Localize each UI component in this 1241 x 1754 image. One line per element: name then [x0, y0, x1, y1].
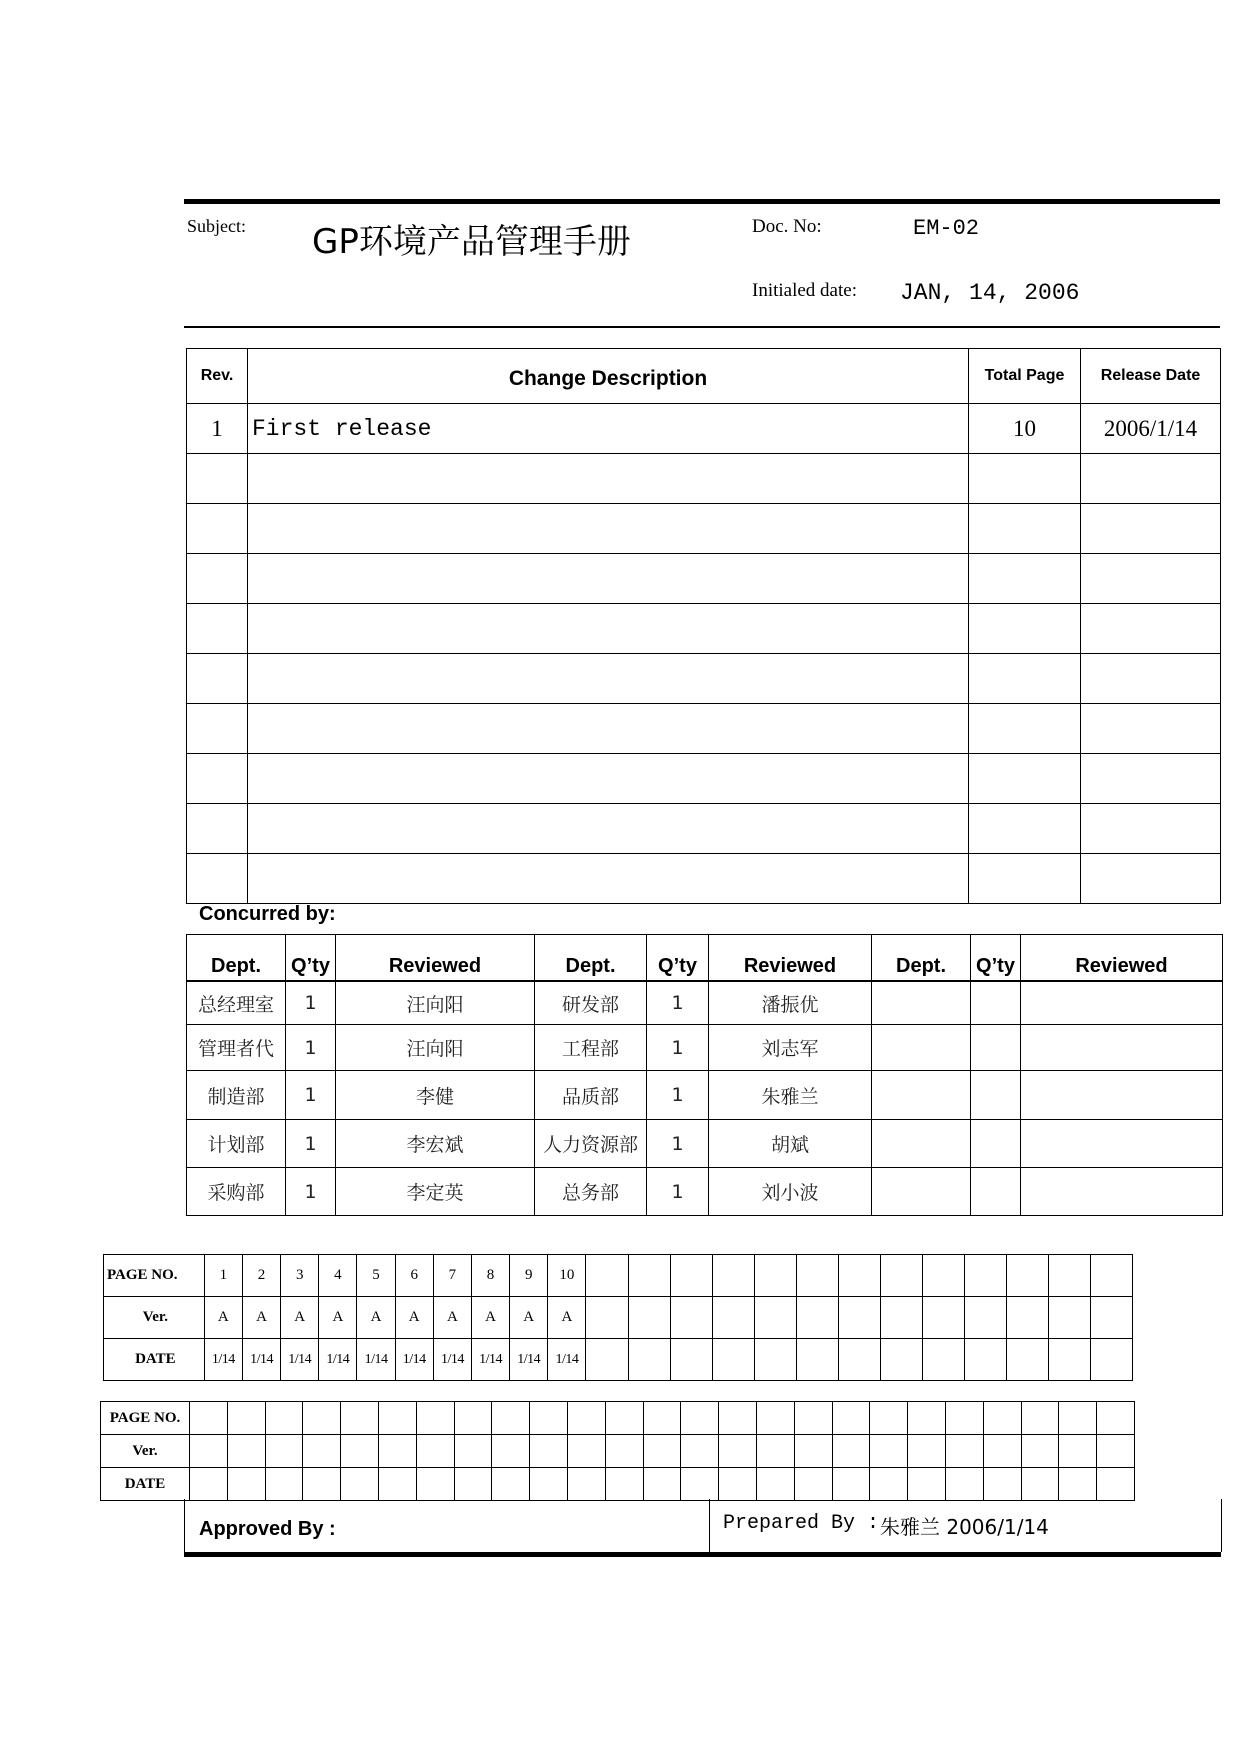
change-description: [248, 504, 969, 554]
header-top-rule: [184, 199, 1220, 204]
approved-by-label: Approved By :: [199, 1518, 336, 1540]
revision-number: [187, 654, 248, 704]
concurred-cell: [971, 1120, 1021, 1168]
page-no-cell: 8: [471, 1255, 509, 1297]
concurred-cell: 采购部: [187, 1168, 286, 1216]
page-no-cell: [838, 1255, 880, 1297]
total-page: [969, 804, 1081, 854]
revision-number: [187, 454, 248, 504]
concurred-cell: 1: [286, 981, 336, 1025]
date-row-label: DATE: [104, 1339, 205, 1381]
concurred-cell: 1: [647, 981, 709, 1025]
date-cell: [681, 1468, 719, 1501]
concurred-cell: [1021, 1071, 1223, 1120]
concurred-cell: [971, 981, 1021, 1025]
revision-row: [187, 654, 1221, 704]
version-cell: [1090, 1297, 1132, 1339]
date-cell: [530, 1468, 568, 1501]
revision-number: [187, 854, 248, 904]
version-cell: [586, 1297, 628, 1339]
concurred-cell: 1: [286, 1168, 336, 1216]
concurred-cell: 李宏斌: [336, 1120, 535, 1168]
date-cell: [922, 1339, 964, 1381]
version-cell: [838, 1297, 880, 1339]
page-table-2-row-date: [101, 1468, 1135, 1501]
page-no-cell: [378, 1402, 416, 1435]
concurred-cell: 1: [647, 1120, 709, 1168]
date-cell: 1/14: [548, 1339, 586, 1381]
concurred-cell: [1021, 1025, 1223, 1071]
version-cell: [265, 1435, 303, 1468]
concurred-cell: 李健: [336, 1071, 535, 1120]
change-description: [248, 704, 969, 754]
concurred-header-cell: Dept.: [872, 935, 971, 982]
page-no-cell: [1048, 1255, 1090, 1297]
page-no-cell: [880, 1255, 922, 1297]
date-cell: [964, 1339, 1006, 1381]
release-date: [1081, 454, 1221, 504]
page-no-cell: [454, 1402, 492, 1435]
concurred-header-cell: Reviewed: [336, 935, 535, 982]
change-description: [248, 454, 969, 504]
concurred-cell: 潘振优: [709, 981, 872, 1025]
concurred-cell: [872, 1071, 971, 1120]
date-cell: [341, 1468, 379, 1501]
page-no-cell: [756, 1402, 794, 1435]
date-cell: [628, 1339, 670, 1381]
revision-number: [187, 804, 248, 854]
revision-number: 1: [187, 404, 248, 454]
concurred-row: [187, 1168, 1223, 1216]
release-date: [1081, 754, 1221, 804]
date-cell: [1006, 1339, 1048, 1381]
revision-header-row: [187, 349, 1221, 404]
date-cell: 1/14: [319, 1339, 357, 1381]
date-cell: [190, 1468, 228, 1501]
page-no-cell: [670, 1255, 712, 1297]
concurred-cell: 研发部: [535, 981, 647, 1025]
concurred-header-cell: Q’ty: [286, 935, 336, 982]
total-page: [969, 554, 1081, 604]
total-page: [969, 854, 1081, 904]
date-cell: 1/14: [433, 1339, 471, 1381]
rev-header: Rev.: [187, 349, 248, 404]
page-no-cell: [964, 1255, 1006, 1297]
revision-row: [187, 804, 1221, 854]
concurred-cell: 刘小波: [709, 1168, 872, 1216]
page-no-cell: [303, 1402, 341, 1435]
release-date-header: Release Date: [1081, 349, 1221, 404]
date-cell: [605, 1468, 643, 1501]
page-no-cell: [796, 1255, 838, 1297]
concurred-cell: 1: [286, 1120, 336, 1168]
date-cell: [492, 1468, 530, 1501]
concurred-row: [187, 1120, 1223, 1168]
version-cell: [756, 1435, 794, 1468]
release-date: [1081, 654, 1221, 704]
version-cell: [530, 1435, 568, 1468]
date-cell: 1/14: [471, 1339, 509, 1381]
concurred-cell: 1: [647, 1025, 709, 1071]
version-cell: [416, 1435, 454, 1468]
page-no-cell: 6: [395, 1255, 433, 1297]
version-row-label: Ver.: [104, 1297, 205, 1339]
footer-rule: [184, 1552, 1221, 1557]
date-cell: [712, 1339, 754, 1381]
change-description: [248, 754, 969, 804]
page-no-cell: [643, 1402, 681, 1435]
page-no-cell: [530, 1402, 568, 1435]
total-page: [969, 454, 1081, 504]
version-cell: A: [548, 1297, 586, 1339]
page-version-table-1: [103, 1254, 1133, 1381]
revision-row: [187, 854, 1221, 904]
version-cell: [719, 1435, 757, 1468]
date-cell: [796, 1339, 838, 1381]
concurred-cell: [971, 1025, 1021, 1071]
page-no-cell: [945, 1402, 983, 1435]
page-no-cell: [1097, 1402, 1135, 1435]
date-cell: [719, 1468, 757, 1501]
revision-row: [187, 554, 1221, 604]
page-no-cell: [341, 1402, 379, 1435]
date-cell: [378, 1468, 416, 1501]
concurred-cell: 李定英: [336, 1168, 535, 1216]
page-table-row-page-no: [104, 1255, 1133, 1297]
subject-label: Subject:: [187, 216, 246, 236]
concurred-cell: 1: [286, 1025, 336, 1071]
date-cell: [1090, 1339, 1132, 1381]
page-no-cell: [754, 1255, 796, 1297]
page-no-cell: [908, 1402, 946, 1435]
page-no-cell: [492, 1402, 530, 1435]
page-table-2-row-page-no: [101, 1402, 1135, 1435]
concurred-cell: 总经理室: [187, 981, 286, 1025]
total-page: [969, 504, 1081, 554]
version-cell: [341, 1435, 379, 1468]
revision-number: [187, 604, 248, 654]
concurred-cell: 1: [647, 1168, 709, 1216]
version-cell: [870, 1435, 908, 1468]
page-table-row-version: [104, 1297, 1133, 1339]
date-cell: [227, 1468, 265, 1501]
page-no-cell: [628, 1255, 670, 1297]
page-no-cell: [1059, 1402, 1097, 1435]
version-cell: [1048, 1297, 1090, 1339]
date-cell: [567, 1468, 605, 1501]
version-cell: A: [242, 1297, 280, 1339]
release-date: [1081, 804, 1221, 854]
version-cell: A: [395, 1297, 433, 1339]
page-table-row-date: [104, 1339, 1133, 1381]
version-cell: A: [471, 1297, 509, 1339]
version-cell: [628, 1297, 670, 1339]
date-cell: [908, 1468, 946, 1501]
date-cell: [670, 1339, 712, 1381]
page-table-2-row-version: [101, 1435, 1135, 1468]
change-description: [248, 604, 969, 654]
page-no-cell: [870, 1402, 908, 1435]
concurred-cell: [872, 1168, 971, 1216]
concurred-cell: [872, 1120, 971, 1168]
page-no-cell: [586, 1255, 628, 1297]
concurred-cell: 人力资源部: [535, 1120, 647, 1168]
prepared-by-value: 朱雅兰 2006/1/14: [880, 1515, 1049, 1539]
change-description: [248, 804, 969, 854]
version-cell: [964, 1297, 1006, 1339]
version-cell: [983, 1435, 1021, 1468]
change-description: [248, 654, 969, 704]
version-cell: [1006, 1297, 1048, 1339]
version-row-label: Ver.: [101, 1435, 190, 1468]
release-date: 2006/1/14: [1081, 404, 1221, 454]
release-date: [1081, 554, 1221, 604]
version-cell: [378, 1435, 416, 1468]
date-cell: [1048, 1339, 1090, 1381]
concurred-header-cell: Q’ty: [647, 935, 709, 982]
revision-row: [187, 454, 1221, 504]
concurred-header-row: [187, 935, 1223, 982]
page-version-table-2: [100, 1401, 1135, 1501]
version-cell: [880, 1297, 922, 1339]
version-cell: A: [357, 1297, 395, 1339]
concurred-header-cell: Q’ty: [971, 935, 1021, 982]
concurred-row: [187, 1071, 1223, 1120]
initialed-date-label: Initialed date:: [752, 280, 857, 301]
revision-row: [187, 404, 1221, 454]
concurred-cell: [1021, 1120, 1223, 1168]
page-no-cell: 9: [510, 1255, 548, 1297]
version-cell: [712, 1297, 754, 1339]
version-cell: A: [204, 1297, 242, 1339]
page-no-row-label: PAGE NO.: [101, 1402, 190, 1435]
concurred-header-cell: Dept.: [535, 935, 647, 982]
version-cell: A: [319, 1297, 357, 1339]
concurred-cell: 总务部: [535, 1168, 647, 1216]
approval-box: [184, 1499, 1222, 1552]
concurred-cell: [1021, 1168, 1223, 1216]
concurred-header-cell: Dept.: [187, 935, 286, 982]
page-no-cell: 4: [319, 1255, 357, 1297]
concurred-cell: 汪向阳: [336, 981, 535, 1025]
concurred-cell: [971, 1071, 1021, 1120]
version-cell: A: [281, 1297, 319, 1339]
concurred-cell: [971, 1168, 1021, 1216]
version-cell: [454, 1435, 492, 1468]
page-no-cell: [1090, 1255, 1132, 1297]
date-cell: [586, 1339, 628, 1381]
version-cell: [303, 1435, 341, 1468]
date-cell: [870, 1468, 908, 1501]
prepared-by-label: Prepared By :: [723, 1512, 880, 1535]
concurred-cell: 制造部: [187, 1071, 286, 1120]
concurred-cell: [872, 1025, 971, 1071]
date-cell: [754, 1339, 796, 1381]
revision-row: [187, 754, 1221, 804]
page-no-row-label: PAGE NO.: [104, 1255, 205, 1297]
date-cell: [832, 1468, 870, 1501]
concurred-cell: [872, 981, 971, 1025]
version-cell: [1059, 1435, 1097, 1468]
version-cell: [794, 1435, 832, 1468]
date-cell: 1/14: [242, 1339, 280, 1381]
release-date: [1081, 604, 1221, 654]
page-no-cell: [567, 1402, 605, 1435]
page-no-cell: [605, 1402, 643, 1435]
page-no-cell: 2: [242, 1255, 280, 1297]
document-title: GP环境产品管理手册: [312, 222, 631, 262]
page-no-cell: [265, 1402, 303, 1435]
concurred-cell: 品质部: [535, 1071, 647, 1120]
concurred-cell: 计划部: [187, 1120, 286, 1168]
page-no-cell: [227, 1402, 265, 1435]
page-no-cell: [832, 1402, 870, 1435]
page-no-cell: [681, 1402, 719, 1435]
date-cell: [838, 1339, 880, 1381]
date-cell: [1021, 1468, 1059, 1501]
date-cell: [880, 1339, 922, 1381]
page-no-cell: [1006, 1255, 1048, 1297]
concurred-row: [187, 981, 1223, 1025]
version-cell: [945, 1435, 983, 1468]
concurred-by-label: Concurred by:: [199, 903, 336, 925]
date-cell: [303, 1468, 341, 1501]
page-no-cell: 5: [357, 1255, 395, 1297]
change-description: First release: [248, 404, 969, 454]
revision-row: [187, 704, 1221, 754]
change-description: [248, 854, 969, 904]
page-no-cell: [190, 1402, 228, 1435]
version-cell: A: [510, 1297, 548, 1339]
header-bottom-rule: [184, 326, 1220, 328]
concurred-cell: 管理者代: [187, 1025, 286, 1071]
total-page-header: Total Page: [969, 349, 1081, 404]
concurred-cell: 1: [647, 1071, 709, 1120]
revision-row: [187, 504, 1221, 554]
release-date: [1081, 504, 1221, 554]
release-date: [1081, 854, 1221, 904]
date-cell: 1/14: [395, 1339, 433, 1381]
concurred-cell: 1: [286, 1071, 336, 1120]
version-cell: [832, 1435, 870, 1468]
version-cell: [605, 1435, 643, 1468]
doc-no-label: Doc. No:: [752, 216, 822, 237]
version-cell: [922, 1297, 964, 1339]
initialed-date-value: JAN, 14, 2006: [900, 280, 1080, 306]
concurred-cell: 工程部: [535, 1025, 647, 1071]
page-no-cell: [983, 1402, 1021, 1435]
concurred-header-cell: Reviewed: [1021, 935, 1223, 982]
date-cell: [983, 1468, 1021, 1501]
version-cell: [681, 1435, 719, 1468]
date-cell: 1/14: [281, 1339, 319, 1381]
version-cell: [567, 1435, 605, 1468]
date-cell: [945, 1468, 983, 1501]
doc-no-value: EM-02: [913, 216, 980, 241]
date-cell: [1097, 1468, 1135, 1501]
total-page: [969, 654, 1081, 704]
date-cell: [265, 1468, 303, 1501]
page-no-cell: [794, 1402, 832, 1435]
version-cell: [754, 1297, 796, 1339]
date-cell: 1/14: [357, 1339, 395, 1381]
date-cell: [756, 1468, 794, 1501]
concurred-cell: [1021, 981, 1223, 1025]
version-cell: [492, 1435, 530, 1468]
approval-divider: [709, 1499, 710, 1552]
page-no-cell: [712, 1255, 754, 1297]
total-page: [969, 704, 1081, 754]
revision-table: [186, 348, 1221, 904]
version-cell: [908, 1435, 946, 1468]
concurred-cell: 朱雅兰: [709, 1071, 872, 1120]
page-no-cell: [416, 1402, 454, 1435]
concurred-cell: 汪向阳: [336, 1025, 535, 1071]
page-no-cell: [922, 1255, 964, 1297]
date-cell: [1059, 1468, 1097, 1501]
revision-number: [187, 554, 248, 604]
total-page: [969, 754, 1081, 804]
total-page: [969, 604, 1081, 654]
page-no-cell: [719, 1402, 757, 1435]
revision-row: [187, 604, 1221, 654]
page-no-cell: 10: [548, 1255, 586, 1297]
version-cell: [227, 1435, 265, 1468]
concurred-row: [187, 1025, 1223, 1071]
page-no-cell: [1021, 1402, 1059, 1435]
version-cell: [1021, 1435, 1059, 1468]
page-no-cell: 3: [281, 1255, 319, 1297]
date-cell: [416, 1468, 454, 1501]
date-cell: [643, 1468, 681, 1501]
concurred-cell: 刘志军: [709, 1025, 872, 1071]
date-cell: [454, 1468, 492, 1501]
version-cell: [670, 1297, 712, 1339]
change-description-header: Change Description: [248, 349, 969, 404]
date-cell: [794, 1468, 832, 1501]
concurred-cell: 胡斌: [709, 1120, 872, 1168]
date-row-label: DATE: [101, 1468, 190, 1501]
version-cell: [190, 1435, 228, 1468]
page-no-cell: 1: [204, 1255, 242, 1297]
revision-number: [187, 754, 248, 804]
date-cell: 1/14: [204, 1339, 242, 1381]
release-date: [1081, 704, 1221, 754]
version-cell: [1097, 1435, 1135, 1468]
total-page: 10: [969, 404, 1081, 454]
version-cell: [643, 1435, 681, 1468]
change-description: [248, 554, 969, 604]
date-cell: 1/14: [510, 1339, 548, 1381]
concurred-header-cell: Reviewed: [709, 935, 872, 982]
page-no-cell: 7: [433, 1255, 471, 1297]
revision-number: [187, 504, 248, 554]
version-cell: [796, 1297, 838, 1339]
version-cell: A: [433, 1297, 471, 1339]
concurred-table: [186, 934, 1223, 1216]
revision-number: [187, 704, 248, 754]
